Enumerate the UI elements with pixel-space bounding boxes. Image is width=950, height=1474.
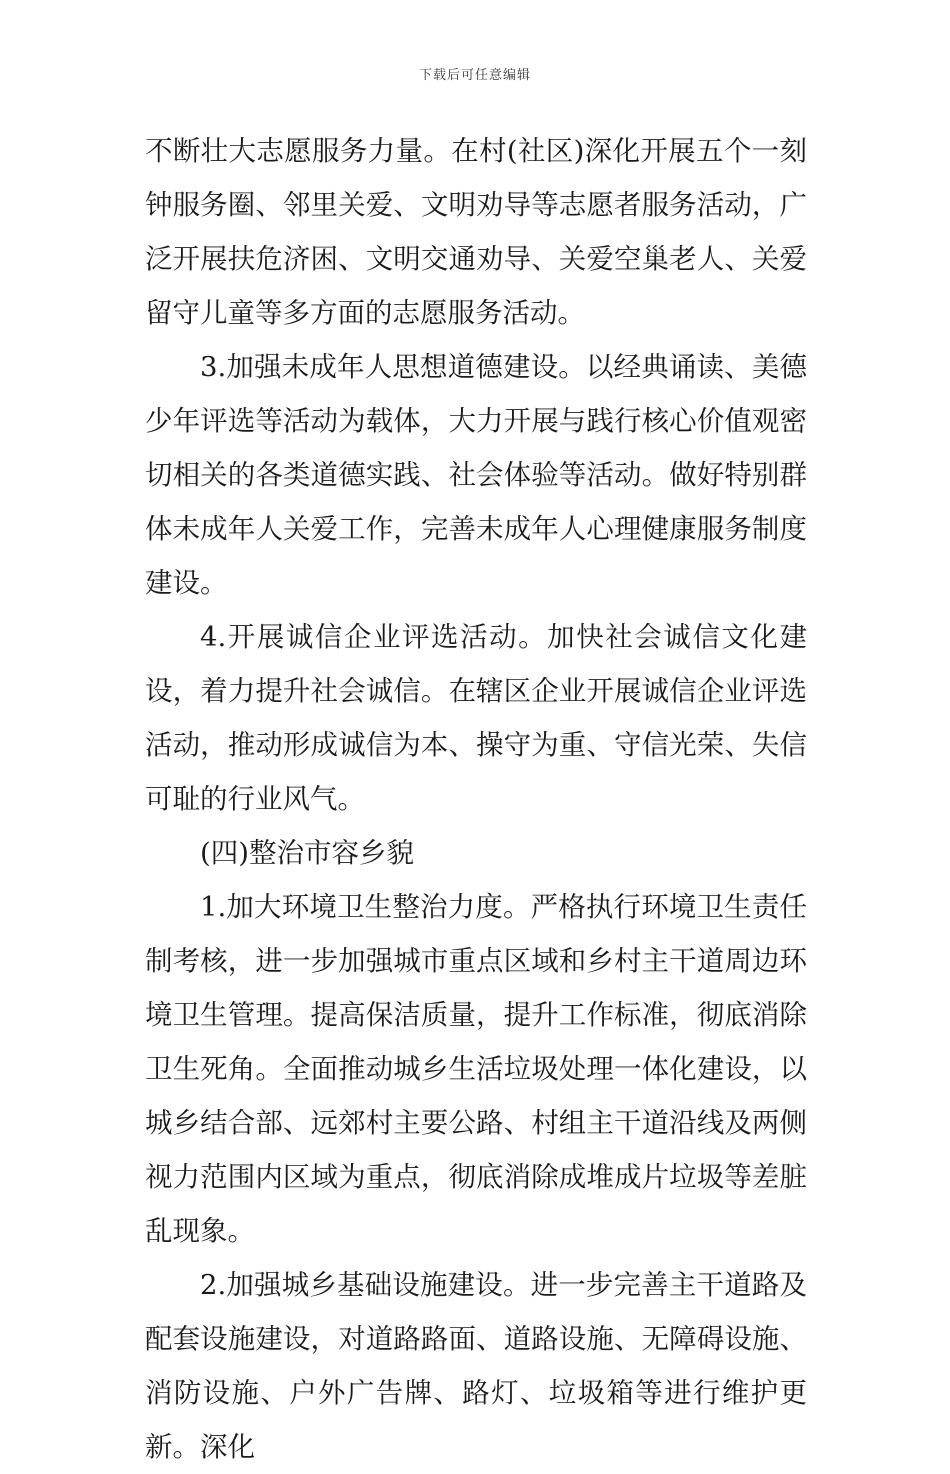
document-body — [145, 124, 807, 1474]
paragraph-item-2: 2.加强城乡基础设施建设。进一步完善主干道路及配套设施建设，对道路路面、道路设施、无障碍设施、消防设施、户外广告牌、路灯、垃圾箱等进行维护更新。深化 — [145, 1269, 807, 1463]
paragraph-item-3: 3.加强未成年人思想道德建设。以经典诵读、美德少年评选等活动为载体，大力开展与践行核心价值观密切相关的各类道德实践、社会体验等活动。做好特别群体未成年人关爱工作，完善未成年人心理健康服务制度建设。 — [145, 351, 807, 599]
paragraph-item-4: 4.开展诚信企业评选活动。加快社会诚信文化建设，着力提升社会诚信。在辖区企业开展诚信企业评选活动，推动形成诚信为本、操守为重、守信光荣、失信可耻的行业风气。 — [145, 621, 807, 815]
paragraph-item-1: 1.加大环境卫生整治力度。严格执行环境卫生责任制考核，进一步加强城市重点区域和乡村主干道周边环境卫生管理。提高保洁质量，提升工作标准，彻底消除卫生死角。全面推动城乡生活垃圾处理一体化建设，以城乡结合部、远郊村主要公路、村组主干道沿线及两侧视力范围内区域为重点，彻底消除成堆成片垃圾等差脏乱现象。 — [145, 891, 807, 1247]
page-header: 下载后可任意编辑 — [418, 68, 531, 83]
section-heading: (四)整治市容乡貌 — [200, 837, 414, 869]
paragraph-continuation: 不断壮大志愿服务力量。在村(社区)深化开展五个一刻钟服务圈、邻里关爱、文明劝导等志愿者服务活动，广泛开展扶危济困、文明交通劝导、关爱空巢老人、关爱留守儿童等多方面的志愿服务活动。 — [145, 135, 807, 329]
